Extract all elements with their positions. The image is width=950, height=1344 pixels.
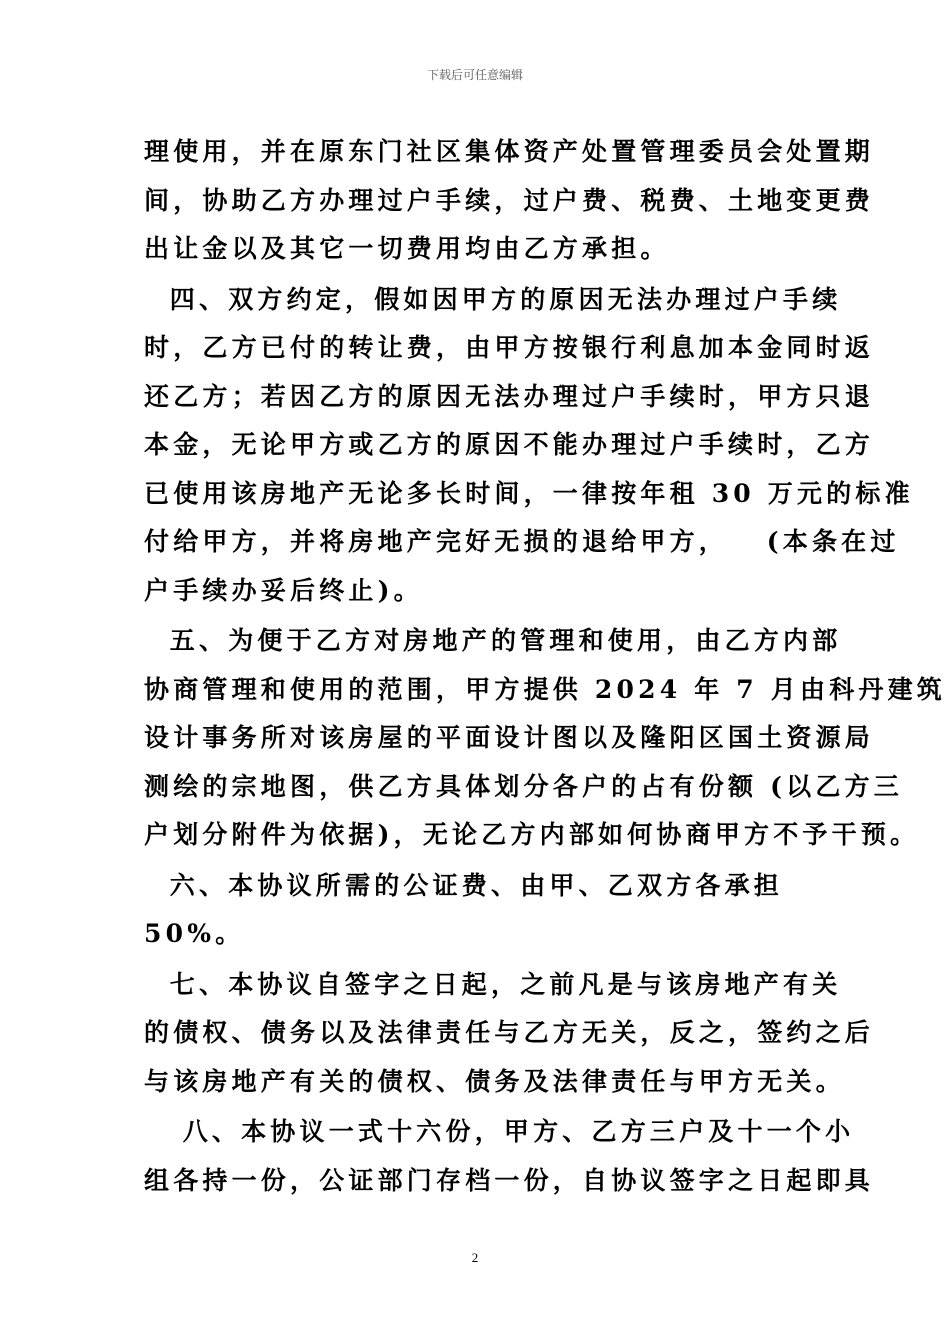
body-line: 已使用该房地产无论多长时间，一律按年租 30 万元的标准 (144, 478, 914, 508)
body-line: 设计事务所对该房屋的平面设计图以及隆阳区国土资源局 (144, 723, 875, 752)
body-line: 50%。 (144, 919, 245, 948)
body-line: 七、本协议自签字之日起，之前凡是与该房地产有关 (144, 969, 842, 999)
body-line: 八、本协议一式十六份，甲方、乙方三户及十一个小 (144, 1117, 855, 1146)
body-line: 时，乙方已付的转让费，由甲方按银行利息加本金同时返 (144, 333, 875, 362)
body-line: 四、双方约定，假如因甲方的原因无法办理过户手续 (144, 284, 842, 314)
header-note: 下载后可任意编辑 (426, 68, 523, 82)
body-line: 六、本协议所需的公证费、由甲、乙双方各承担 (144, 870, 784, 900)
body-line: 还乙方；若因乙方的原因无法办理过户手续时，甲方只退 (144, 381, 875, 411)
body-line: 理使用，并在原东门社区集体资产处置管理委员会处置期 (144, 137, 875, 166)
body-line: 间，协助乙方办理过户手续，过户费、税费、土地变更费 (144, 185, 875, 215)
document-body (144, 128, 946, 1205)
page-number: 2 (471, 1250, 479, 1265)
body-line: 户手续办妥后终止)。 (144, 575, 423, 605)
body-line: 户划分附件为依据)，无论乙方内部如何协商甲方不予干预。 (144, 820, 920, 849)
body-line: 五、为便于乙方对房地产的管理和使用，由乙方内部 (144, 626, 842, 655)
body-line: 的债权、债务以及法律责任与乙方无关，反之，签约之后 (144, 1018, 875, 1047)
body-line: 测绘的宗地图，供乙方具体划分各户的占有份额 (以乙方三 (144, 771, 903, 801)
body-line: 组各持一份，公证部门存档一份，自协议签字之日起即具 (144, 1165, 875, 1195)
body-line: 与该房地产有关的债权、债务及法律责任与甲方无关。 (144, 1066, 845, 1096)
body-line: 付给甲方，并将房地产完好无损的退给甲方， (本条在过 (144, 527, 900, 556)
body-line: 出让金以及其它一切费用均由乙方承担。 (144, 234, 670, 263)
body-line: 协商管理和使用的范围，甲方提供 2024 年 7 月由科丹建筑 (144, 674, 946, 704)
body-line: 本金，无论甲方或乙方的原因不能办理过户手续时，乙方 (144, 430, 875, 459)
